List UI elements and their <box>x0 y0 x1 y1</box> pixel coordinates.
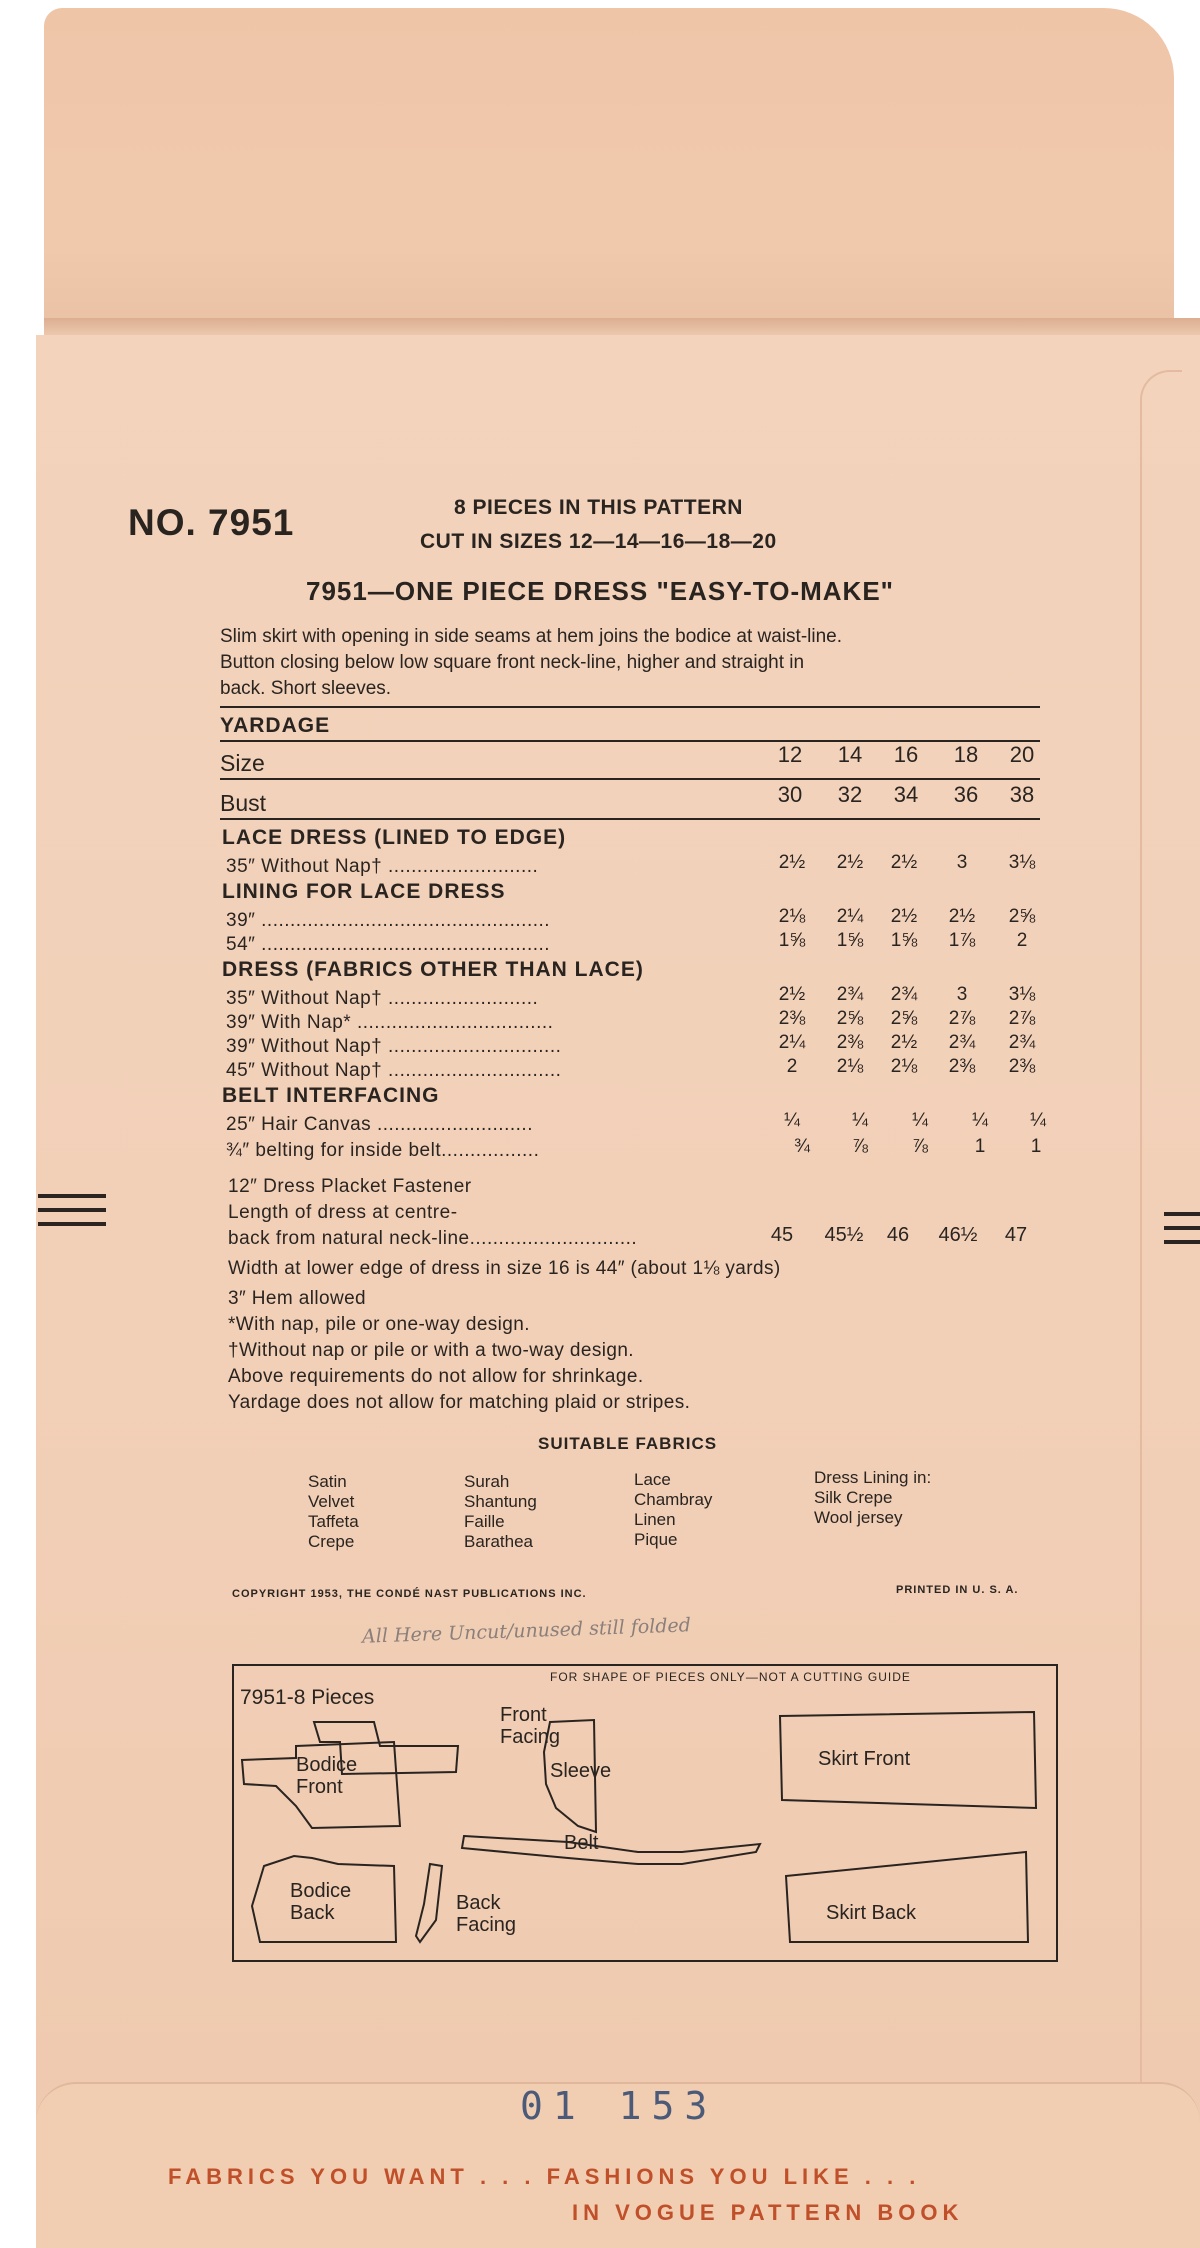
fabric-item: Pique <box>634 1530 678 1549</box>
cell: 2 <box>1016 930 1028 951</box>
description-line-2: Button closing below low square front neck-line, higher and straight in <box>220 652 805 673</box>
cell: 2⅛ <box>890 1056 918 1077</box>
size-col-4: 18 <box>953 742 979 767</box>
yardage-label: YARDAGE <box>220 714 331 737</box>
cell: 2⅞ <box>948 1008 976 1029</box>
cell: ⅞ <box>852 1136 868 1157</box>
fabric-item: Silk Crepe <box>814 1488 893 1507</box>
lining-heading: LINING FOR LACE DRESS <box>222 880 506 903</box>
cell: 2⅝ <box>836 1008 864 1029</box>
pieces-count: 8 PIECES IN THIS PATTERN <box>454 496 743 519</box>
row-label: 39″ With Nap* .................................. <box>226 1012 554 1033</box>
note-line: Width at lower edge of dress in size 16 is 44″ (about 1⅛ yards) <box>228 1258 781 1279</box>
fabrics-heading: SUITABLE FABRICS <box>538 1434 718 1453</box>
label-skirt-back: Skirt Back <box>826 1902 917 1924</box>
bust-label: Bust <box>220 790 267 816</box>
size-col-5: 20 <box>1009 742 1035 767</box>
cell: 2⅜ <box>948 1056 976 1077</box>
note-line: *With nap, pile or one-way design. <box>228 1314 530 1335</box>
right-fold-mark <box>1164 1212 1200 1254</box>
cell: 2¾ <box>1008 1032 1036 1053</box>
skirt-back-shape <box>786 1852 1028 1942</box>
cell: 1⅝ <box>890 930 918 951</box>
label-skirt-front: Skirt Front <box>818 1748 911 1770</box>
row-label: 39″ .................................................. <box>226 910 551 931</box>
cell: 47 <box>1004 1224 1028 1246</box>
cell: 2⅛ <box>778 906 806 927</box>
length-line-1: Length of dress at centre- <box>228 1202 458 1223</box>
lace-dress-heading: LACE DRESS (LINED TO EDGE) <box>222 826 567 849</box>
cell: 2⅝ <box>1008 906 1036 927</box>
fabric-item: Barathea <box>464 1532 533 1551</box>
fabric-item: Lace <box>634 1470 671 1489</box>
row-label: 54″ .................................................. <box>226 934 551 955</box>
cell: 3 <box>956 852 968 873</box>
cell: ¼ <box>852 1110 868 1131</box>
label-bodice-front: Bodice Front <box>296 1754 358 1798</box>
pattern-number: NO. 7951 <box>128 502 295 543</box>
cell: 2⅜ <box>836 1032 864 1053</box>
size-col-1: 12 <box>777 742 803 767</box>
cell: 2½ <box>778 984 806 1005</box>
row-label: ¾″ belting for inside belt................. <box>226 1140 540 1161</box>
belt-shape <box>462 1836 760 1864</box>
pieces-diagram <box>232 1664 1058 1962</box>
cell: 1⅝ <box>778 930 806 951</box>
cell: 2¾ <box>890 984 918 1005</box>
cell: 45½ <box>824 1224 864 1246</box>
label-belt: Belt <box>564 1832 599 1854</box>
note-line: †Without nap or pile or with a two-way design. <box>228 1340 634 1361</box>
cell: 3 <box>956 984 968 1005</box>
placket-line: 12″ Dress Placket Fastener <box>228 1176 472 1197</box>
cell: 1 <box>974 1136 986 1157</box>
description-line-1: Slim skirt with opening in side seams at hem joins the bodice at waist-line. <box>220 626 843 647</box>
cell: 45 <box>770 1224 794 1246</box>
cell: 1 <box>1030 1136 1042 1157</box>
cell: ¼ <box>784 1110 800 1131</box>
cell: 2⅝ <box>890 1008 918 1029</box>
divider <box>220 706 1040 708</box>
row-label: 45″ Without Nap† .............................. <box>226 1060 562 1081</box>
cell: ¼ <box>912 1110 928 1131</box>
cell: 2⅞ <box>1008 1008 1036 1029</box>
row-label: 35″ Without Nap† .......................... <box>226 856 539 877</box>
cell: 3⅛ <box>1008 852 1036 873</box>
belt-heading: BELT INTERFACING <box>222 1084 440 1107</box>
fabric-item: Dress Lining in: <box>814 1468 932 1487</box>
fabric-item: Shantung <box>464 1492 537 1511</box>
cell: 2⅜ <box>1008 1056 1036 1077</box>
cell: 3⅛ <box>1008 984 1036 1005</box>
bust-col-2: 32 <box>837 782 863 807</box>
cell: 2½ <box>836 852 864 873</box>
dress-heading: DRESS (FABRICS OTHER THAN LACE) <box>222 958 644 981</box>
fabric-item: Faille <box>464 1512 505 1531</box>
label-front-facing: Front Facing <box>500 1704 561 1748</box>
fabric-item: Chambray <box>634 1490 713 1509</box>
fabric-item: Taffeta <box>308 1512 359 1531</box>
length-line-2: back from natural neck-line............................. <box>228 1228 638 1249</box>
cell: 2¾ <box>836 984 864 1005</box>
pieces-outlines <box>234 1666 1056 1960</box>
cell: 2⅜ <box>778 1008 806 1029</box>
fabric-column-4 <box>814 1468 931 1528</box>
cell: 2½ <box>948 906 976 927</box>
inner-envelope-edge <box>1140 370 1182 2222</box>
size-col-2: 14 <box>837 742 863 767</box>
cell: 2½ <box>890 1032 918 1053</box>
cell: 1⅝ <box>836 930 864 951</box>
fabric-item: Wool jersey <box>814 1508 903 1527</box>
note-line: Above requirements do not allow for shrinkage. <box>228 1366 644 1387</box>
divider <box>220 818 1040 820</box>
handwritten-note: All Here Uncut/unused still folded <box>361 1614 692 1648</box>
copyright-line: COPYRIGHT 1953, THE CONDÉ NAST PUBLICATIONS INC. <box>232 1588 587 1600</box>
bust-col-3: 34 <box>893 782 919 807</box>
cell: 2¼ <box>836 906 864 927</box>
cell: 2½ <box>778 852 806 873</box>
bust-col-4: 36 <box>953 782 979 807</box>
envelope-flap <box>44 8 1174 348</box>
cell: 2¼ <box>778 1032 806 1053</box>
pieces-title: 7951-8 Pieces <box>240 1686 375 1709</box>
stamp-number: 01 153 <box>520 2084 718 2128</box>
ad-line-2: IN VOGUE PATTERN BOOK <box>572 2200 964 2225</box>
size-label: Size <box>220 750 265 776</box>
sizes-cut: CUT IN SIZES 12—14—16—18—20 <box>420 530 777 553</box>
fabric-item: Satin <box>308 1472 347 1491</box>
fabric-column-3 <box>634 1470 712 1550</box>
cell: 46 <box>886 1224 910 1246</box>
row-label: 39″ Without Nap† .............................. <box>226 1036 562 1057</box>
shape-guide-note: FOR SHAPE OF PIECES ONLY—NOT A CUTTING GUIDE <box>550 1670 911 1684</box>
back-facing-shape <box>416 1864 442 1942</box>
size-col-3: 16 <box>893 742 919 767</box>
cell: ¼ <box>972 1110 988 1131</box>
cell: 2½ <box>890 906 918 927</box>
label-sleeve: Sleeve <box>550 1760 612 1782</box>
cell: 1⅞ <box>948 930 976 951</box>
fabric-item: Velvet <box>308 1492 355 1511</box>
left-fold-mark <box>38 1194 106 1236</box>
description-line-3: back. Short sleeves. <box>220 678 392 699</box>
fabric-item: Crepe <box>308 1532 355 1551</box>
fabric-column-1 <box>308 1472 359 1552</box>
label-bodice-back: Bodice Back <box>290 1880 352 1924</box>
ad-line-1: FABRICS YOU WANT . . . FASHIONS YOU LIKE . . . <box>168 2164 921 2189</box>
printed-line: PRINTED IN U. S. A. <box>896 1584 1019 1596</box>
cell: 2⅛ <box>836 1056 864 1077</box>
bust-col-1: 30 <box>777 782 803 807</box>
fabric-item: Linen <box>634 1510 676 1529</box>
pattern-title: 7951—ONE PIECE DRESS "EASY-TO-MAKE" <box>306 576 894 606</box>
fabric-item: Surah <box>464 1472 510 1491</box>
cell: 2 <box>786 1056 798 1077</box>
bust-col-5: 38 <box>1009 782 1035 807</box>
cell: 46½ <box>938 1224 978 1246</box>
note-line: Yardage does not allow for matching plaid or stripes. <box>228 1392 691 1413</box>
note-line: 3″ Hem allowed <box>228 1288 366 1309</box>
cell: ¾ <box>794 1136 810 1157</box>
cell: ¼ <box>1030 1110 1046 1131</box>
cell: ⅞ <box>912 1136 928 1157</box>
divider <box>220 778 1040 780</box>
cell: 2½ <box>890 852 918 873</box>
row-label: 35″ Without Nap† .......................... <box>226 988 539 1009</box>
cell: 2¾ <box>948 1032 976 1053</box>
row-label: 25″ Hair Canvas ........................... <box>226 1114 533 1135</box>
fabric-column-2 <box>464 1472 537 1552</box>
label-back-facing: Back Facing <box>456 1892 517 1936</box>
